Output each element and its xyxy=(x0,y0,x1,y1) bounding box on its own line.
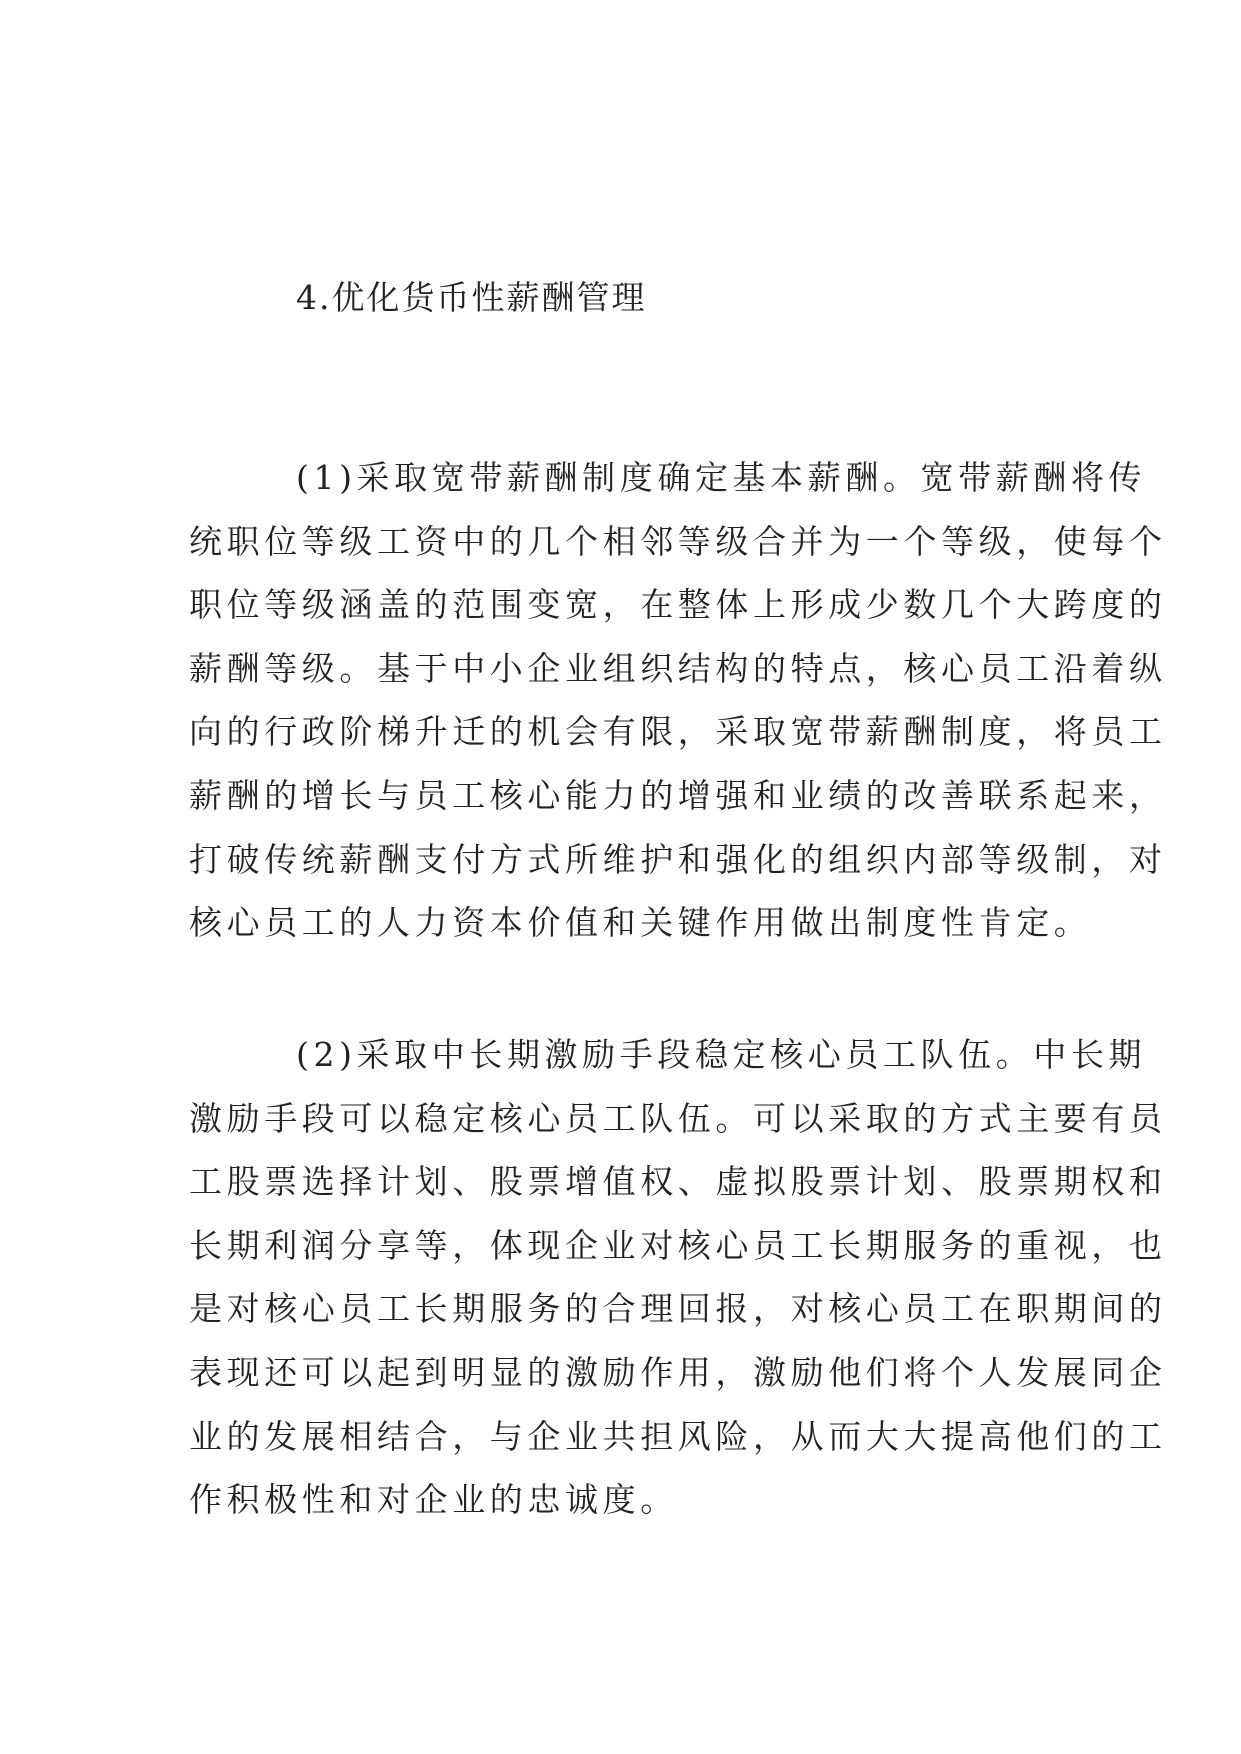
paragraph-long-term-incentive xyxy=(189,1023,1167,1532)
paragraph-line: 作积极性和对企业的忠诚度。 xyxy=(189,1480,678,1520)
paragraph-line: 向的行政阶梯升迁的机会有限，采取宽带薪酬制度，将员工 xyxy=(189,712,1167,752)
paragraph-line: (1)采取宽带薪酬制度确定基本薪酬。宽带薪酬将传 xyxy=(296,458,1147,497)
paragraph-line: 职位等级涵盖的范围变宽，在整体上形成少数几个大跨度的 xyxy=(189,585,1167,625)
paragraph-line: 激励手段可以稳定核心员工队伍。可以采取的方式主要有员 xyxy=(189,1098,1167,1138)
paragraph-line: (2)采取中长期激励手段稳定核心员工队伍。中长期 xyxy=(296,1035,1147,1074)
paragraph-line: 统职位等级工资中的几个相邻等级合并为一个等级，使每个 xyxy=(189,521,1167,561)
paragraph-line: 核心员工的人力资本价值和关键作用做出制度性肯定。 xyxy=(189,903,1092,943)
paragraph-line: 表现还可以起到明显的激励作用，激励他们将个人发展同企 xyxy=(189,1352,1167,1392)
paragraph-line: 薪酬的增长与员工核心能力的增强和业绩的改善联系起来， xyxy=(189,775,1167,815)
paragraph-broadband-pay xyxy=(189,446,1167,955)
paragraph-line: 打破传统薪酬支付方式所维护和强化的组织内部等级制，对 xyxy=(189,839,1167,879)
paragraph-line: 工股票选择计划、股票增值权、虚拟股票计划、股票期权和 xyxy=(189,1162,1167,1202)
section-heading: 4.优化货币性薪酬管理 xyxy=(296,278,647,317)
paragraph-line: 业的发展相结合，与企业共担风险，从而大大提高他们的工 xyxy=(189,1416,1167,1456)
paragraph-line: 是对核心员工长期服务的合理回报，对核心员工在职期间的 xyxy=(189,1289,1167,1329)
paragraph-line: 长期利润分享等，体现企业对核心员工长期服务的重视，也 xyxy=(189,1225,1167,1265)
paragraph-line: 薪酬等级。基于中小企业组织结构的特点，核心员工沿着纵 xyxy=(189,648,1167,688)
